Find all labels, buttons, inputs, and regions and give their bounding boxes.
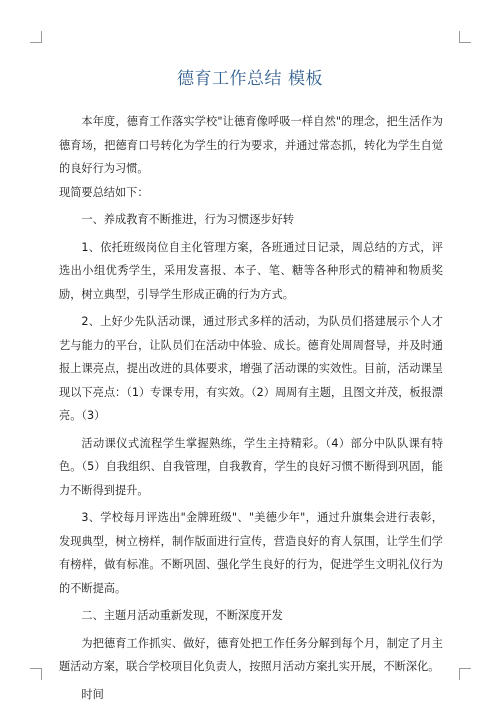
page-corner-mark-top-right <box>459 31 471 43</box>
section-heading-1: 一、养成教育不断推进，行为习惯逐步好转 <box>81 213 294 226</box>
paragraph-item-3: 3、学校每月评选出"金牌班级"、"美德少年"，通过升旗集会进行表彰，发现典型，树立榜样，制作版面进行宣传，营造良好的育人氛围，让学生们学有榜样，做有标准。不断巩固、强化学生良好的行为，促进学生文明礼仪行为的不断提高。 <box>59 511 443 595</box>
page-corner-mark-bottom-left <box>30 668 42 680</box>
paragraph-item-2: 2、上好少先队活动课，通过形式多样的活动，为队员们搭建展示个人才艺与能力的平台，让队员们在活动中体验、成长。德育处周周督导，并及时通报上课亮点，提出改进的具体要求，增强了活动课的实效性。目前，活动课呈现以下亮点：（1）专课专用，有实效。（2）周周有主题，且图文并茂，板报漂亮。（3） <box>59 315 443 422</box>
paragraph-section-2: 为把德育工作抓实、做好，德育处把工作任务分解到每个月，制定了月主题活动方案，联合学校项目化负责人，按照月活动方案扎实开展，不断深化。 <box>59 636 443 673</box>
section-heading-2: 二、主题月活动重新发现，不断深度开发 <box>81 609 283 622</box>
paragraph-item-2-continued: 活动课仪式流程学生掌握熟练，学生主持精彩。（4）部分中队队课有特色。（5）自我组织、自我管理，自我教育，学生的良好习惯不断得到巩固，能力不断得到提升。 <box>59 436 443 497</box>
paragraph-intro: 本年度，德育工作落实学校"让德育像呼吸一样自然"的理念，把生活作为德育场，把德育口号转化为学生的行为要求，并通过常态抓，转化为学生自觉的良好行为习惯。 <box>59 115 443 175</box>
paragraph-time-label: 时间 <box>81 687 104 701</box>
page-corner-mark-top-left <box>30 31 42 43</box>
page-corner-mark-bottom-right <box>459 668 471 680</box>
document-body <box>59 110 443 710</box>
document-title: 德育工作总结 模板 <box>177 69 323 89</box>
paragraph-summary-lead: 现简要总结如下： <box>59 185 149 199</box>
paragraph-item-1: 1、依托班级岗位自主化管理方案，各班通过日记录，周总结的方式，评选出小组优秀学生，采用发喜报、本子、笔、糖等各种形式的精神和物质奖励，树立典型，引导学生形成正确的行为方式。 <box>59 240 443 301</box>
